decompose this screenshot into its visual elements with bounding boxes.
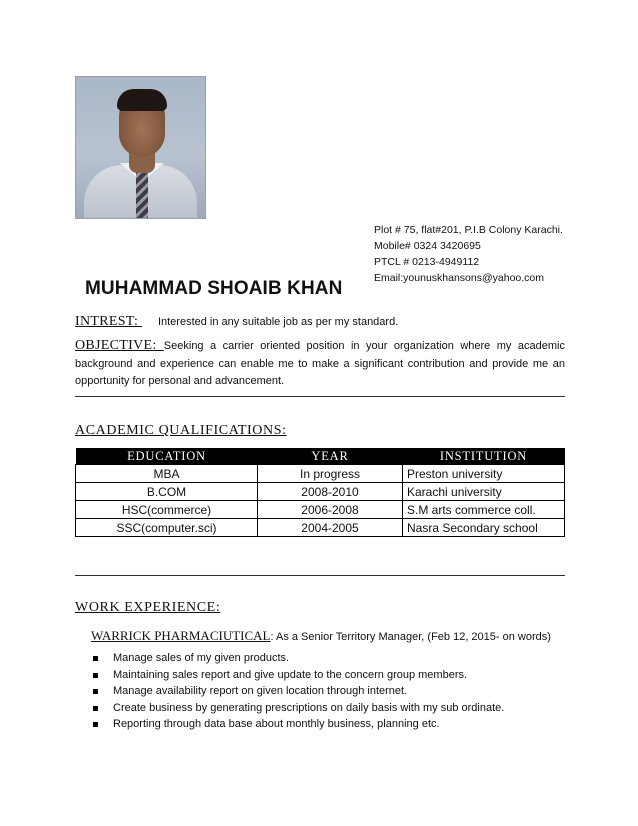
year-cell: 2008-2010	[258, 483, 403, 501]
list-item	[93, 650, 504, 667]
institution-cell: Nasra Secondary school	[403, 519, 565, 537]
employer-role: : As a Senior Territory Manager, (Feb 12, 2015- on words)	[270, 631, 551, 643]
address-line: Plot # 75, flat#201, P.I.B Colony Karachi.	[374, 224, 563, 236]
candidate-name: MUHAMMAD SHOAIB KHAN	[85, 278, 343, 299]
employer-line	[75, 627, 551, 645]
bullet-icon	[93, 656, 98, 661]
duty-text: Manage availability report on given location through internet.	[113, 685, 408, 698]
mobile-line: Mobile# 0324 3420695	[374, 240, 481, 252]
divider	[75, 575, 565, 576]
institution-cell: Karachi university	[403, 483, 565, 501]
bullet-icon	[93, 673, 98, 678]
ptcl-line: PTCL # 0213-4949112	[374, 256, 480, 268]
institution-cell: Preston university	[403, 465, 565, 483]
duty-text: Maintaining sales report and give update to the concern group members.	[113, 668, 468, 681]
objective-text: Seeking a carrier oriented position in your organization where my academic background and experience can enable me to make a significant contribution and provide me an opportunity for personal and advancement.	[75, 340, 565, 387]
table-row	[76, 519, 565, 537]
column-header: YEAR	[258, 448, 403, 465]
interest-text: Interested in any suitable job as per my standard.	[157, 316, 399, 328]
divider	[75, 396, 565, 397]
table-row	[76, 501, 565, 519]
employer-name: WARRICK PHARMACIUTICAL	[91, 628, 271, 643]
education-cell: SSC(computer.sci)	[76, 519, 258, 537]
list-item	[93, 667, 504, 684]
work-heading: WORK EXPERIENCE:	[75, 600, 221, 615]
table-header-row	[76, 448, 565, 465]
list-item	[93, 700, 504, 717]
objective-label: OBJECTIVE:	[75, 338, 164, 353]
interest-label: INTREST:	[75, 314, 142, 329]
year-cell: 2004-2005	[258, 519, 403, 537]
duty-text: Manage sales of my given products.	[113, 652, 290, 664]
contact-block	[374, 222, 563, 286]
list-item	[93, 683, 504, 700]
year-cell: 2006-2008	[258, 501, 403, 519]
duty-text: Create business by generating prescriptions on daily basis with my sub ordinate.	[113, 701, 505, 714]
education-cell: B.COM	[76, 483, 258, 501]
email-line: Email:younuskhansons@yahoo.com	[374, 272, 544, 284]
column-header: INSTITUTION	[403, 448, 565, 465]
duty-text: Reporting through data base about monthly business, planning etc.	[113, 718, 440, 731]
table-row	[76, 483, 565, 501]
objective-section	[75, 337, 565, 391]
duties-list	[93, 650, 504, 733]
academic-heading: ACADEMIC QUALIFICATIONS:	[75, 423, 287, 438]
bullet-icon	[93, 689, 98, 694]
institution-cell: S.M arts commerce coll.	[403, 501, 565, 519]
year-cell: In progress	[258, 465, 403, 483]
profile-photo	[75, 76, 206, 219]
qualifications-table	[75, 448, 565, 537]
interest-section	[75, 312, 398, 330]
education-cell: HSC(commerce)	[76, 501, 258, 519]
list-item	[93, 716, 504, 733]
table-row	[76, 465, 565, 483]
education-cell: MBA	[76, 465, 258, 483]
bullet-icon	[93, 706, 98, 711]
bullet-icon	[93, 722, 98, 727]
column-header: EDUCATION	[76, 448, 258, 465]
